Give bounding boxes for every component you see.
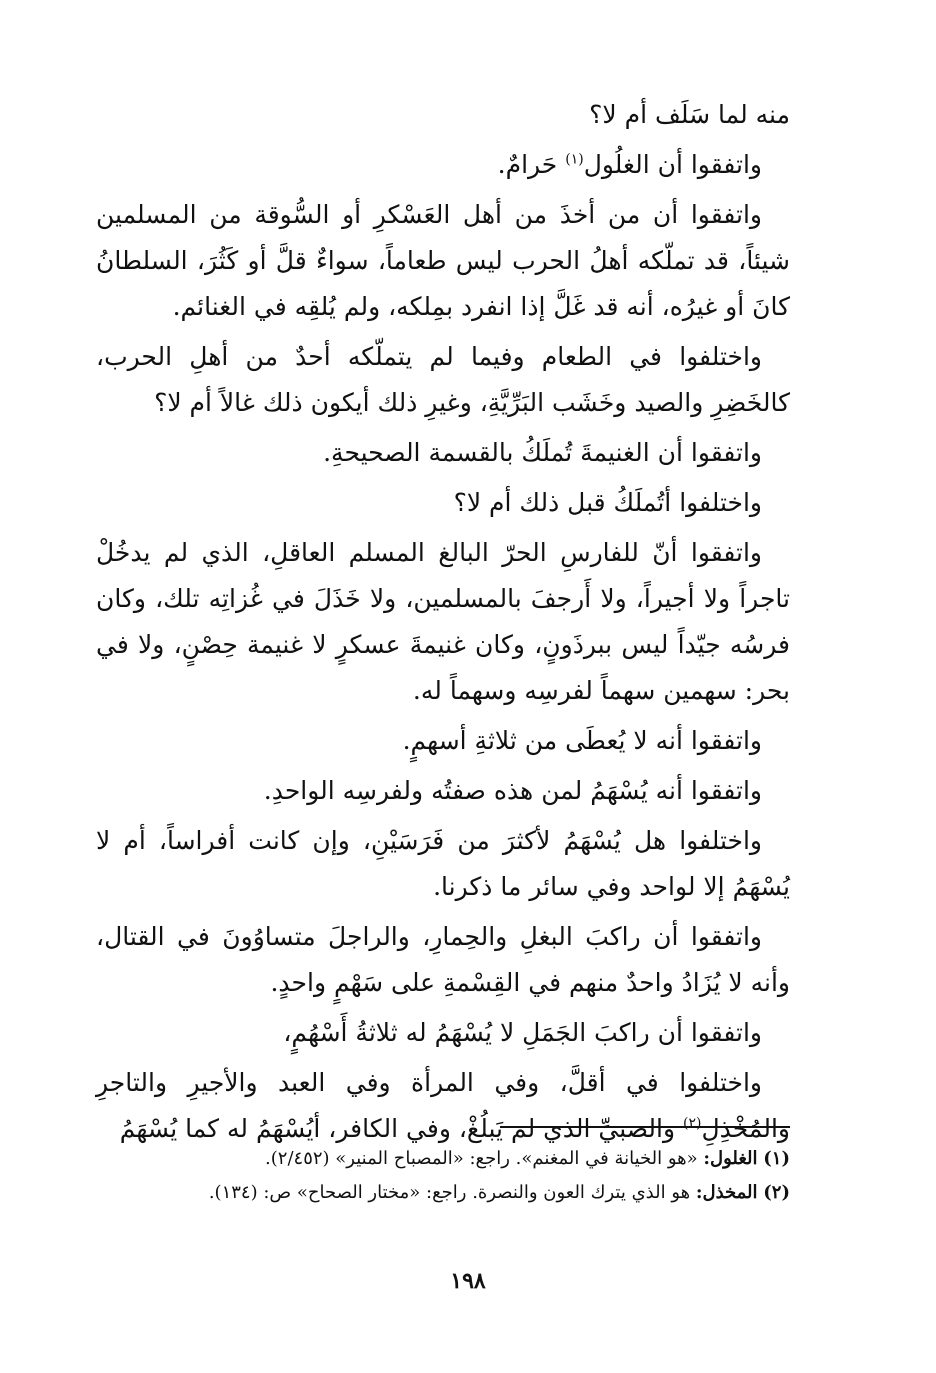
paragraph (96, 1060, 790, 1152)
paragraph-text: واتفقوا أنّ للفارسِ الحرّ البالغ المسلم العاقلِ، الذي لم يدخُلْ تاجراً ولا أجيراً، ولا أَرجفَ بالمسلمين، ولا خَذَلَ في غُزاتِه تلك، وكان فرسُه جيّداً ليس ببرذَونٍ، وكان غنيمةَ عسكرٍ لا غنيمة حِصْنٍ، ولا في بحر: سهمين سهماً لفرسِه وسهماً له. (96, 538, 790, 705)
paragraph (96, 768, 790, 814)
paragraph-text: واتفقوا أن الغنيمةَ تُملَكُ بالقسمة الصحيحةِ. (323, 438, 762, 467)
paragraph (96, 334, 790, 426)
footnote-number: (٢) (763, 1182, 790, 1203)
footnote-ref[interactable]: (٢) (683, 1115, 702, 1132)
paragraph-text: والصبيِّ الذي لم يَبلُغْ، وفي الكافر، أيُسْهَمُ له كما يُسْهَمُ (119, 1114, 684, 1143)
paragraph (96, 1010, 790, 1056)
paragraph (96, 192, 790, 330)
paragraph (96, 718, 790, 764)
paragraph (96, 914, 790, 1006)
footnote-divider (500, 1126, 790, 1128)
footnote-text: «هو الخيانة في المغنم». راجع: «المصباح المنير» (٢/٤٥٢). (265, 1148, 704, 1169)
paragraph-text: واتفقوا أنه يُسْهَمُ لمن هذه صفتُه ولفرسِه الواحدِ. (263, 776, 762, 805)
paragraph-text: واختلفوا أتُملَكُ قبل ذلك أم لا؟ (453, 488, 762, 517)
footnote-number: (١) (763, 1148, 790, 1169)
paragraph-text: واتفقوا أن راكبَ الجَمَلِ لا يُسْهَمُ له ثلاثةُ أَسْهُمٍ، (283, 1018, 762, 1047)
footnote (96, 1142, 790, 1176)
body-text (96, 92, 790, 1156)
paragraph-text: واختلفوا في أقلَّ، وفي المرأة وفي العبد والأجيرِ والتاجرِ والمُخْذِلِ (96, 1068, 790, 1143)
paragraph (96, 142, 790, 188)
paragraph (96, 530, 790, 714)
footnote-text: هو الذي يترك العون والنصرة. راجع: «مختار الصحاح» ص: (١٣٤). (208, 1182, 696, 1203)
paragraph-text: واتفقوا أن من أخذَ من أهل العَسْكرِ أو السُّوقة من المسلمين شيئاً، قد تملّكه أهلُ الحرب ليس طعاماً، سواءٌ قلَّ أو كَثُرَ، السلطانُ كانَ أو غيرُه، أنه قد غَلَّ إذا انفرد بمِلكه، ولم يُلقِه في الغنائم. (96, 200, 790, 321)
footnotes (96, 1142, 790, 1210)
page-number: ١٩٨ (450, 1268, 486, 1294)
paragraph (96, 430, 790, 476)
paragraph-text: واتفقوا أن راكبَ البغلِ والحِمارِ، والراجلَ متساوُونَ في القتال، وأنه لا يُزَادُ واحدٌ منهم في القِسْمةِ على سَهْمٍ واحدٍ. (96, 922, 790, 997)
paragraph (96, 92, 790, 138)
paragraph-text: واتفقوا أن الغلُول (583, 150, 762, 179)
paragraph-text: منه لما سَلَف أم لا؟ (589, 100, 790, 129)
footnote-ref[interactable]: (١) (565, 151, 584, 168)
footnote-term: الغلول: (703, 1148, 758, 1169)
footnote-term: المخذل: (695, 1182, 758, 1203)
paragraph (96, 480, 790, 526)
paragraph-text: واختلفوا في الطعام وفيما لم يتملّكه أحدٌ من أهلِ الحرب، كالخَضِرِ والصيد وخَشَب البَرِّيَّةِ، وغيرِ ذلك أيكون ذلك غالاً أم لا؟ (96, 342, 790, 417)
paragraph-text: حَرامٌ. (497, 150, 566, 179)
paragraph-text: واتفقوا أنه لا يُعطَى من ثلاثةِ أسهمٍ. (402, 726, 762, 755)
footnote (96, 1176, 790, 1210)
paragraph-text: واختلفوا هل يُسْهَمُ لأكثرَ من فَرَسَيْنِ، وإن كانت أفراساً، أم لا يُسْهَمُ إلا لواحد وفي سائر ما ذكرنا. (96, 826, 790, 901)
paragraph (96, 818, 790, 910)
